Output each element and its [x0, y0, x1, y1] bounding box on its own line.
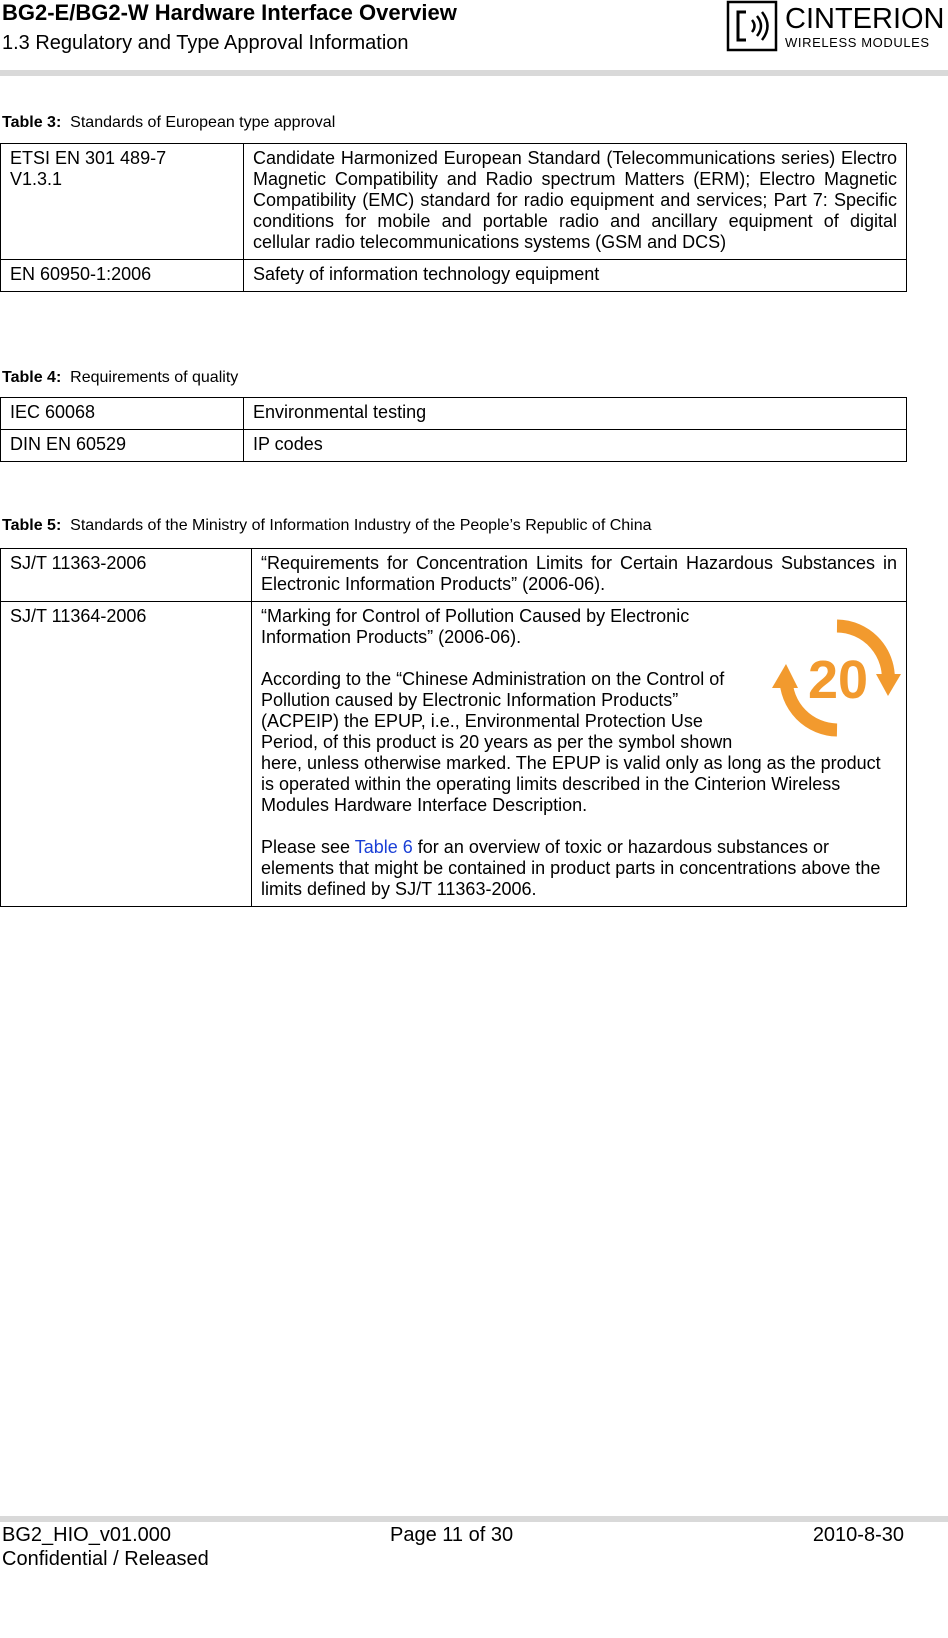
- standard-id: SJ/T 11363-2006: [1, 549, 252, 602]
- table5: [0, 548, 907, 907]
- cinterion-logo: [726, 0, 948, 54]
- table3: [0, 143, 907, 292]
- standard-id: DIN EN 60529: [1, 430, 244, 462]
- section-title: 1.3 Regulatory and Type Approval Information: [2, 32, 409, 54]
- footer-divider: [0, 1516, 948, 1522]
- epup-years-label: 20: [807, 650, 869, 710]
- table4-caption-text: Requirements of quality: [70, 369, 239, 386]
- standard-description: Candidate Harmonized European Standard (Telecommunications series) Electro Magnetic Compatibility and Radio spectrum Matters (ERM); Electro Magnetic Compatibility (EMC) standard for radio equipment and services; Part 7: Specific conditions for mobile and portable radio and ancillary equipment of digital cellular radio telecommunications systems (GSM and DCS): [244, 144, 907, 260]
- standard-id: ETSI EN 301 489-7 V1.3.1: [1, 144, 244, 260]
- standard-description-cell: [252, 602, 907, 907]
- acpeip-paragraph: According to the “Chinese Administration on the Control of Pollution caused by Electronic Information Products” (ACPEIP) the EPUP, i.e., Environmental Protection Use Period, of this product is 20 years as per the symbol shown here, unless otherwise marked. The EPUP is valid only as long as the product is operated within the operating limits described in the Cinterion Wireless Modules Hardware Interface Description.: [261, 669, 881, 815]
- table4-caption: [2, 369, 238, 387]
- table4: [0, 397, 907, 462]
- document-id: BG2_HIO_v01.000: [2, 1524, 171, 1546]
- table-row: [1, 260, 907, 292]
- table5-caption: [2, 517, 652, 535]
- standard-description: Environmental testing: [244, 398, 907, 430]
- page-header: [0, 0, 948, 70]
- page-footer: [0, 1524, 948, 1638]
- table6-link[interactable]: Table 6: [354, 837, 413, 857]
- logo-tagline: WIRELESS MODULES: [785, 35, 930, 50]
- table-row: [1, 549, 907, 602]
- logo-brand: CINTERION: [785, 3, 945, 35]
- table3-caption-label: Table 3:: [2, 114, 62, 131]
- table-row: [1, 602, 907, 907]
- table3-caption-text: Standards of European type approval: [70, 114, 336, 131]
- table-row: [1, 144, 907, 260]
- standard-description: “Requirements for Concentration Limits for Certain Hazardous Substances in Electronic Information Products” (2006-06).: [252, 549, 907, 602]
- header-divider: [0, 70, 948, 76]
- standard-description: Safety of information technology equipment: [244, 260, 907, 292]
- page-number: Page 11 of 30: [390, 1524, 514, 1546]
- table3-caption: [2, 114, 335, 132]
- document-date: 2010-8-30: [812, 1524, 904, 1546]
- standard-id: EN 60950-1:2006: [1, 260, 244, 292]
- table4-caption-label: Table 4:: [2, 369, 62, 386]
- confidentiality-status: Confidential / Released: [2, 1548, 209, 1570]
- standard-id: IEC 60068: [1, 398, 244, 430]
- reference-paragraph: Please see Table 6 for an overview of toxic or hazardous substances or elements that might be contained in product parts in concentrations above the limits defined by SJ/T 11363-2006.: [261, 837, 881, 899]
- table5-caption-label: Table 5:: [2, 517, 62, 534]
- standard-description: IP codes: [244, 430, 907, 462]
- epup-20-years-icon: [767, 614, 907, 738]
- table-row: [1, 398, 907, 430]
- document-title: BG2-E/BG2-W Hardware Interface Overview: [2, 0, 457, 25]
- table5-caption-text: Standards of the Ministry of Information Industry of the People’s Republic of China: [70, 517, 652, 534]
- table-row: [1, 430, 907, 462]
- marking-paragraph: “Marking for Control of Pollution Caused by Electronic Information Products” (2006-06).: [261, 606, 690, 647]
- standard-id: SJ/T 11364-2006: [1, 602, 252, 907]
